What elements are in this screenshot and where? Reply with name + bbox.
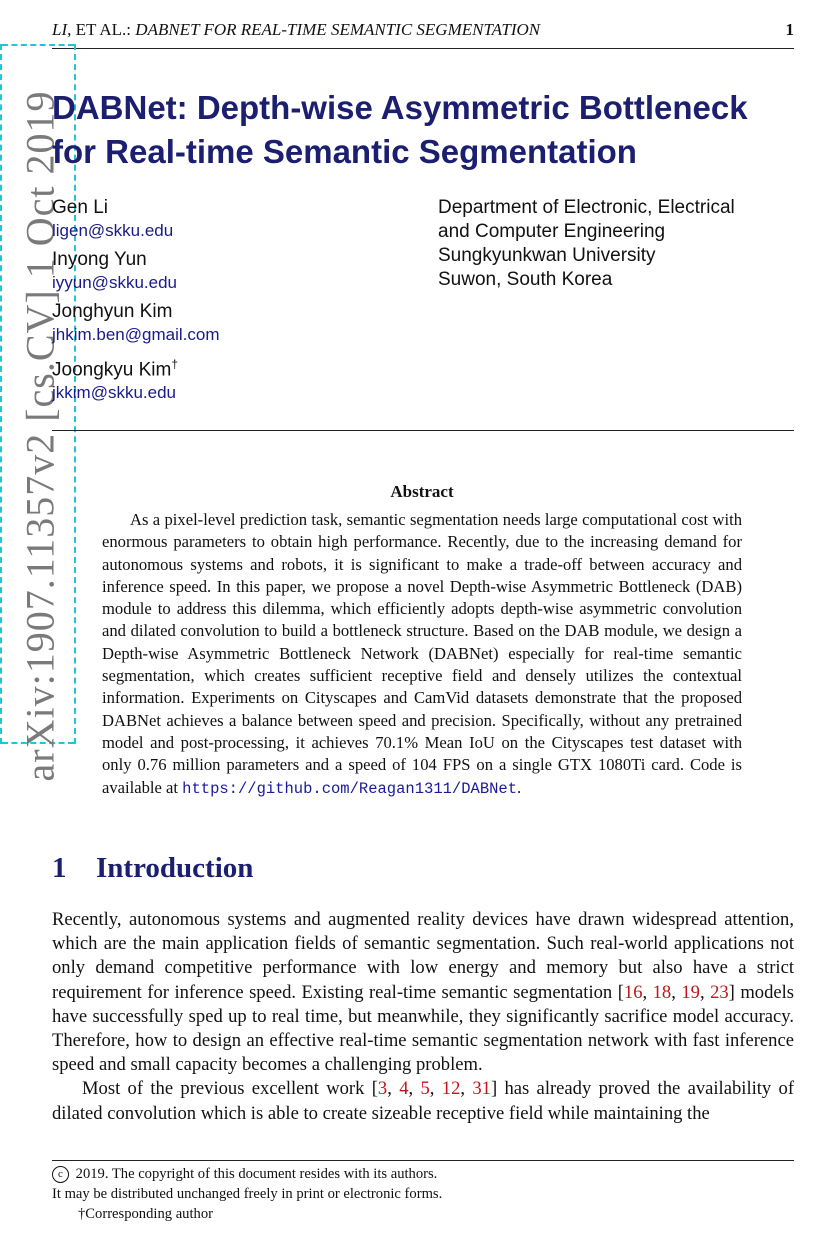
citation-link[interactable]: 16 [623, 981, 643, 1003]
arxiv-identifier: arXiv:1907.11357v2 [cs.CV] 1 Oct 2019 [17, 90, 63, 782]
page-number: 1 [785, 20, 794, 39]
introduction-body [52, 908, 794, 1126]
affiliation-line: Department of Electronic, Electrical [438, 197, 735, 218]
citation-link[interactable]: 23 [710, 981, 729, 1003]
citation-link[interactable]: 12 [441, 1078, 461, 1100]
title-line: for Real-time Semantic Segmentation [52, 133, 637, 170]
section-number: 1 [52, 852, 67, 884]
author [52, 352, 412, 404]
corresponding-mark: † [171, 357, 179, 371]
copyright-icon: c [52, 1166, 69, 1183]
title-line: DABNet: Depth-wise Asymmetric Bottleneck [52, 89, 748, 126]
citation-link[interactable]: 3 [377, 1078, 388, 1100]
author [52, 196, 412, 242]
author-name: Gen Li [52, 197, 108, 218]
running-header-title: LI, ET AL.: DABNET FOR REAL-TIME SEMANTIC SEGMENTATION [52, 20, 541, 39]
author-name: Joongkyu Kim† [52, 357, 179, 381]
corresponding-author-note: †Corresponding author [78, 1206, 213, 1222]
affiliation [438, 196, 798, 292]
abstract-text: As a pixel-level prediction task, semantic segmentation needs large computational cost with enormous parameters to obtain high performance. Recently, due to the increasing demand for autonomous systems and robots, it is significant to make a trade-off between accuracy and inference speed. In this paper, we propose a novel Depth-wise Asymmetric Bottleneck (DAB) module to address this dilemma, which efficiently adopts depth-wise asymmetric convolution and dilated convolution to build a bottleneck structure. Based on the DAB module, we design a Depth-wise Asymmetric Bottleneck Network (DABNet) especially for real-time semantic segmentation, which creates sufficient receptive field and densely utilizes the contextual information. Experiments on Cityscapes and CamVid datasets demonstrate that the proposed DABNet achieves a balance between speed and precision. Specifically, without any pretrained model and post-processing, it achieves 70.1% Mean IoU on the Cityscapes test dataset with only 0.76 million parameters and a speed of 104 FPS on a single GTX 1080Ti card. Code is available at https://github.com/Reagan1311/DABNet. [102, 510, 742, 798]
section-heading-introduction [52, 852, 253, 885]
header-rule [52, 48, 794, 49]
author-email[interactable]: ligen@skku.edu [52, 221, 174, 240]
affiliation-line: Sungkyunkwan University [438, 245, 656, 266]
paper-title [52, 86, 812, 174]
citation-link[interactable]: 19 [681, 981, 700, 1003]
citation-link[interactable]: 31 [472, 1078, 491, 1100]
author-email[interactable]: jhkim.ben@gmail.com [52, 325, 220, 344]
paragraph: Recently, autonomous systems and augmented reality devices have drawn widespread attention, which are the main application fields of semantic segmentation. Such real-world applications not only demand competitive performance with low energy and memory but also have a strict requirement for inference speed. Existing real-time semantic segmentation [16, 18, 19, 23] models have successfully sped up to real time, but meanwhile, they significantly sacrifice model accuracy. Therefore, how to design an effective real-time semantic segmentation network with fast inference speed and small capacity becomes a challenging problem. [52, 909, 795, 1076]
author-email[interactable]: iyyun@skku.edu [52, 273, 177, 292]
copyright-note: c 2019. The copyright of this document resides with its authors. [52, 1164, 794, 1184]
running-header [52, 20, 794, 46]
citation-link[interactable]: 18 [652, 981, 672, 1003]
affiliation-line: and Computer Engineering [438, 221, 666, 242]
citation-link[interactable]: 4 [399, 1078, 409, 1100]
section-rule [52, 430, 794, 431]
affiliation-line: Suwon, South Korea [438, 269, 613, 290]
author-list [52, 196, 412, 410]
section-title: Introduction [96, 852, 254, 884]
author-name: Inyong Yun [52, 249, 147, 270]
abstract-heading: Abstract [390, 482, 454, 501]
footnotes [52, 1164, 794, 1224]
author-email[interactable]: jkkim@skku.edu [52, 383, 177, 403]
footnote-rule [52, 1160, 794, 1161]
author-name: Jonghyun Kim [52, 301, 173, 322]
code-link[interactable]: https://github.com/Reagan1311/DABNet [182, 779, 518, 798]
citation-link[interactable]: 5 [420, 1078, 430, 1100]
author [52, 248, 412, 294]
distribution-note: It may be distributed unchanged freely in print or electronic forms. [52, 1186, 443, 1202]
paragraph: Most of the previous excellent work [3, 4, 5, 12, 31] has already proved the availability of dilated convolution which is able to create sizeable receptive field while maintaining the [52, 1078, 795, 1124]
author [52, 300, 412, 346]
